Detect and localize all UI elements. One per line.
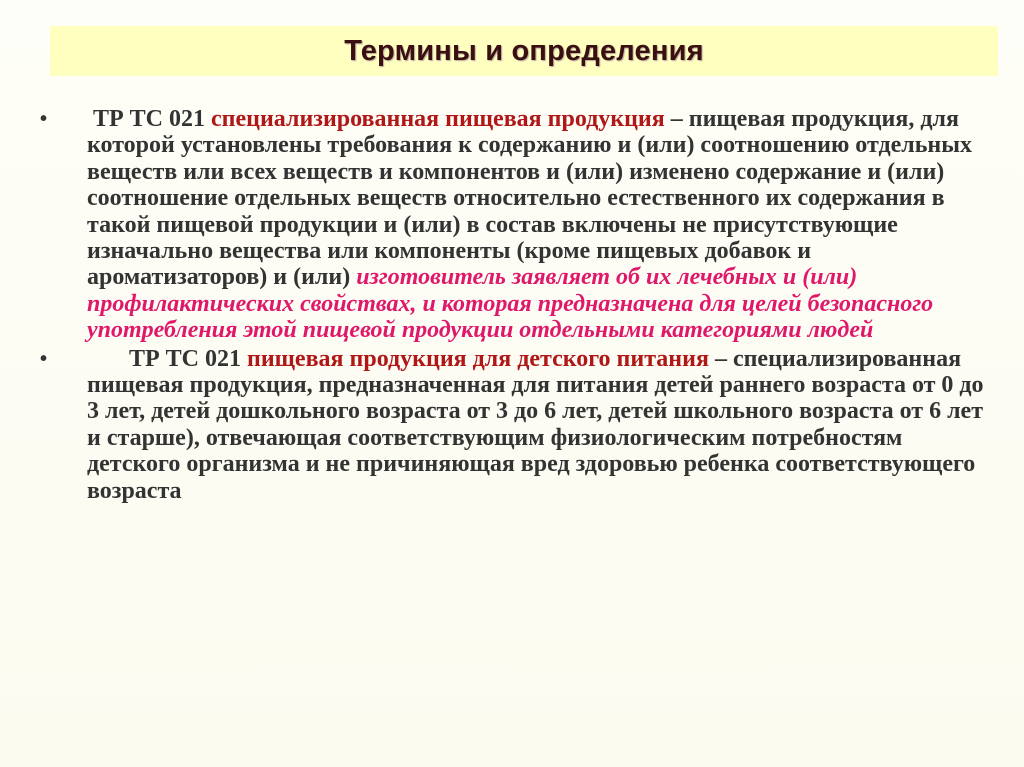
regulation-prefix: ТР ТС 021: [129, 345, 242, 372]
bullet-icon: •: [40, 347, 48, 370]
term-specialized-food: специализированная пищевая продукция: [211, 106, 665, 132]
term-baby-food: пищевая продукция для детского питания: [247, 345, 709, 372]
definition-emphasis: изготовитель заявляет об их лечебных и (или) профилактических свойствах, и которая предназначена для целей безопасного употребления этой пищевой продукции отдельными категориями людей: [87, 264, 934, 344]
definitions-list: [40, 106, 990, 506]
definition-body: – специализированная пищевая продукция, предназначенная для питания детей раннего возраста от 0 до 3 лет, детей дошкольного возраста от 3 до 6 лет, детей школьного возраста от 6 лет и старше), отвечающая соответствующим физиологическим потребностям детского организма и не причиняющая вред здоровью ребенка соответствующего возраста: [87, 345, 984, 504]
slide-title: Термины и определения: [344, 34, 704, 67]
title-bar: [50, 26, 998, 76]
definition-body: – пищевая продукция, для которой установлены требования к содержанию и (или) соотношению отдельных веществ или всех веществ и компонентов и (или) изменено содержание и (или) соотношение отдельных веществ относительно естественного их содержания в такой пищевой продукции и (или) в состав включены не присутствующие изначально вещества или компоненты (кроме пищевых добавок и ароматизаторов) и (или): [87, 106, 972, 291]
definition-item-baby-food: [40, 346, 990, 504]
bullet-icon: •: [40, 108, 48, 130]
regulation-prefix: ТР ТС 021: [93, 106, 206, 132]
definition-item-specialized-food: [40, 106, 990, 344]
